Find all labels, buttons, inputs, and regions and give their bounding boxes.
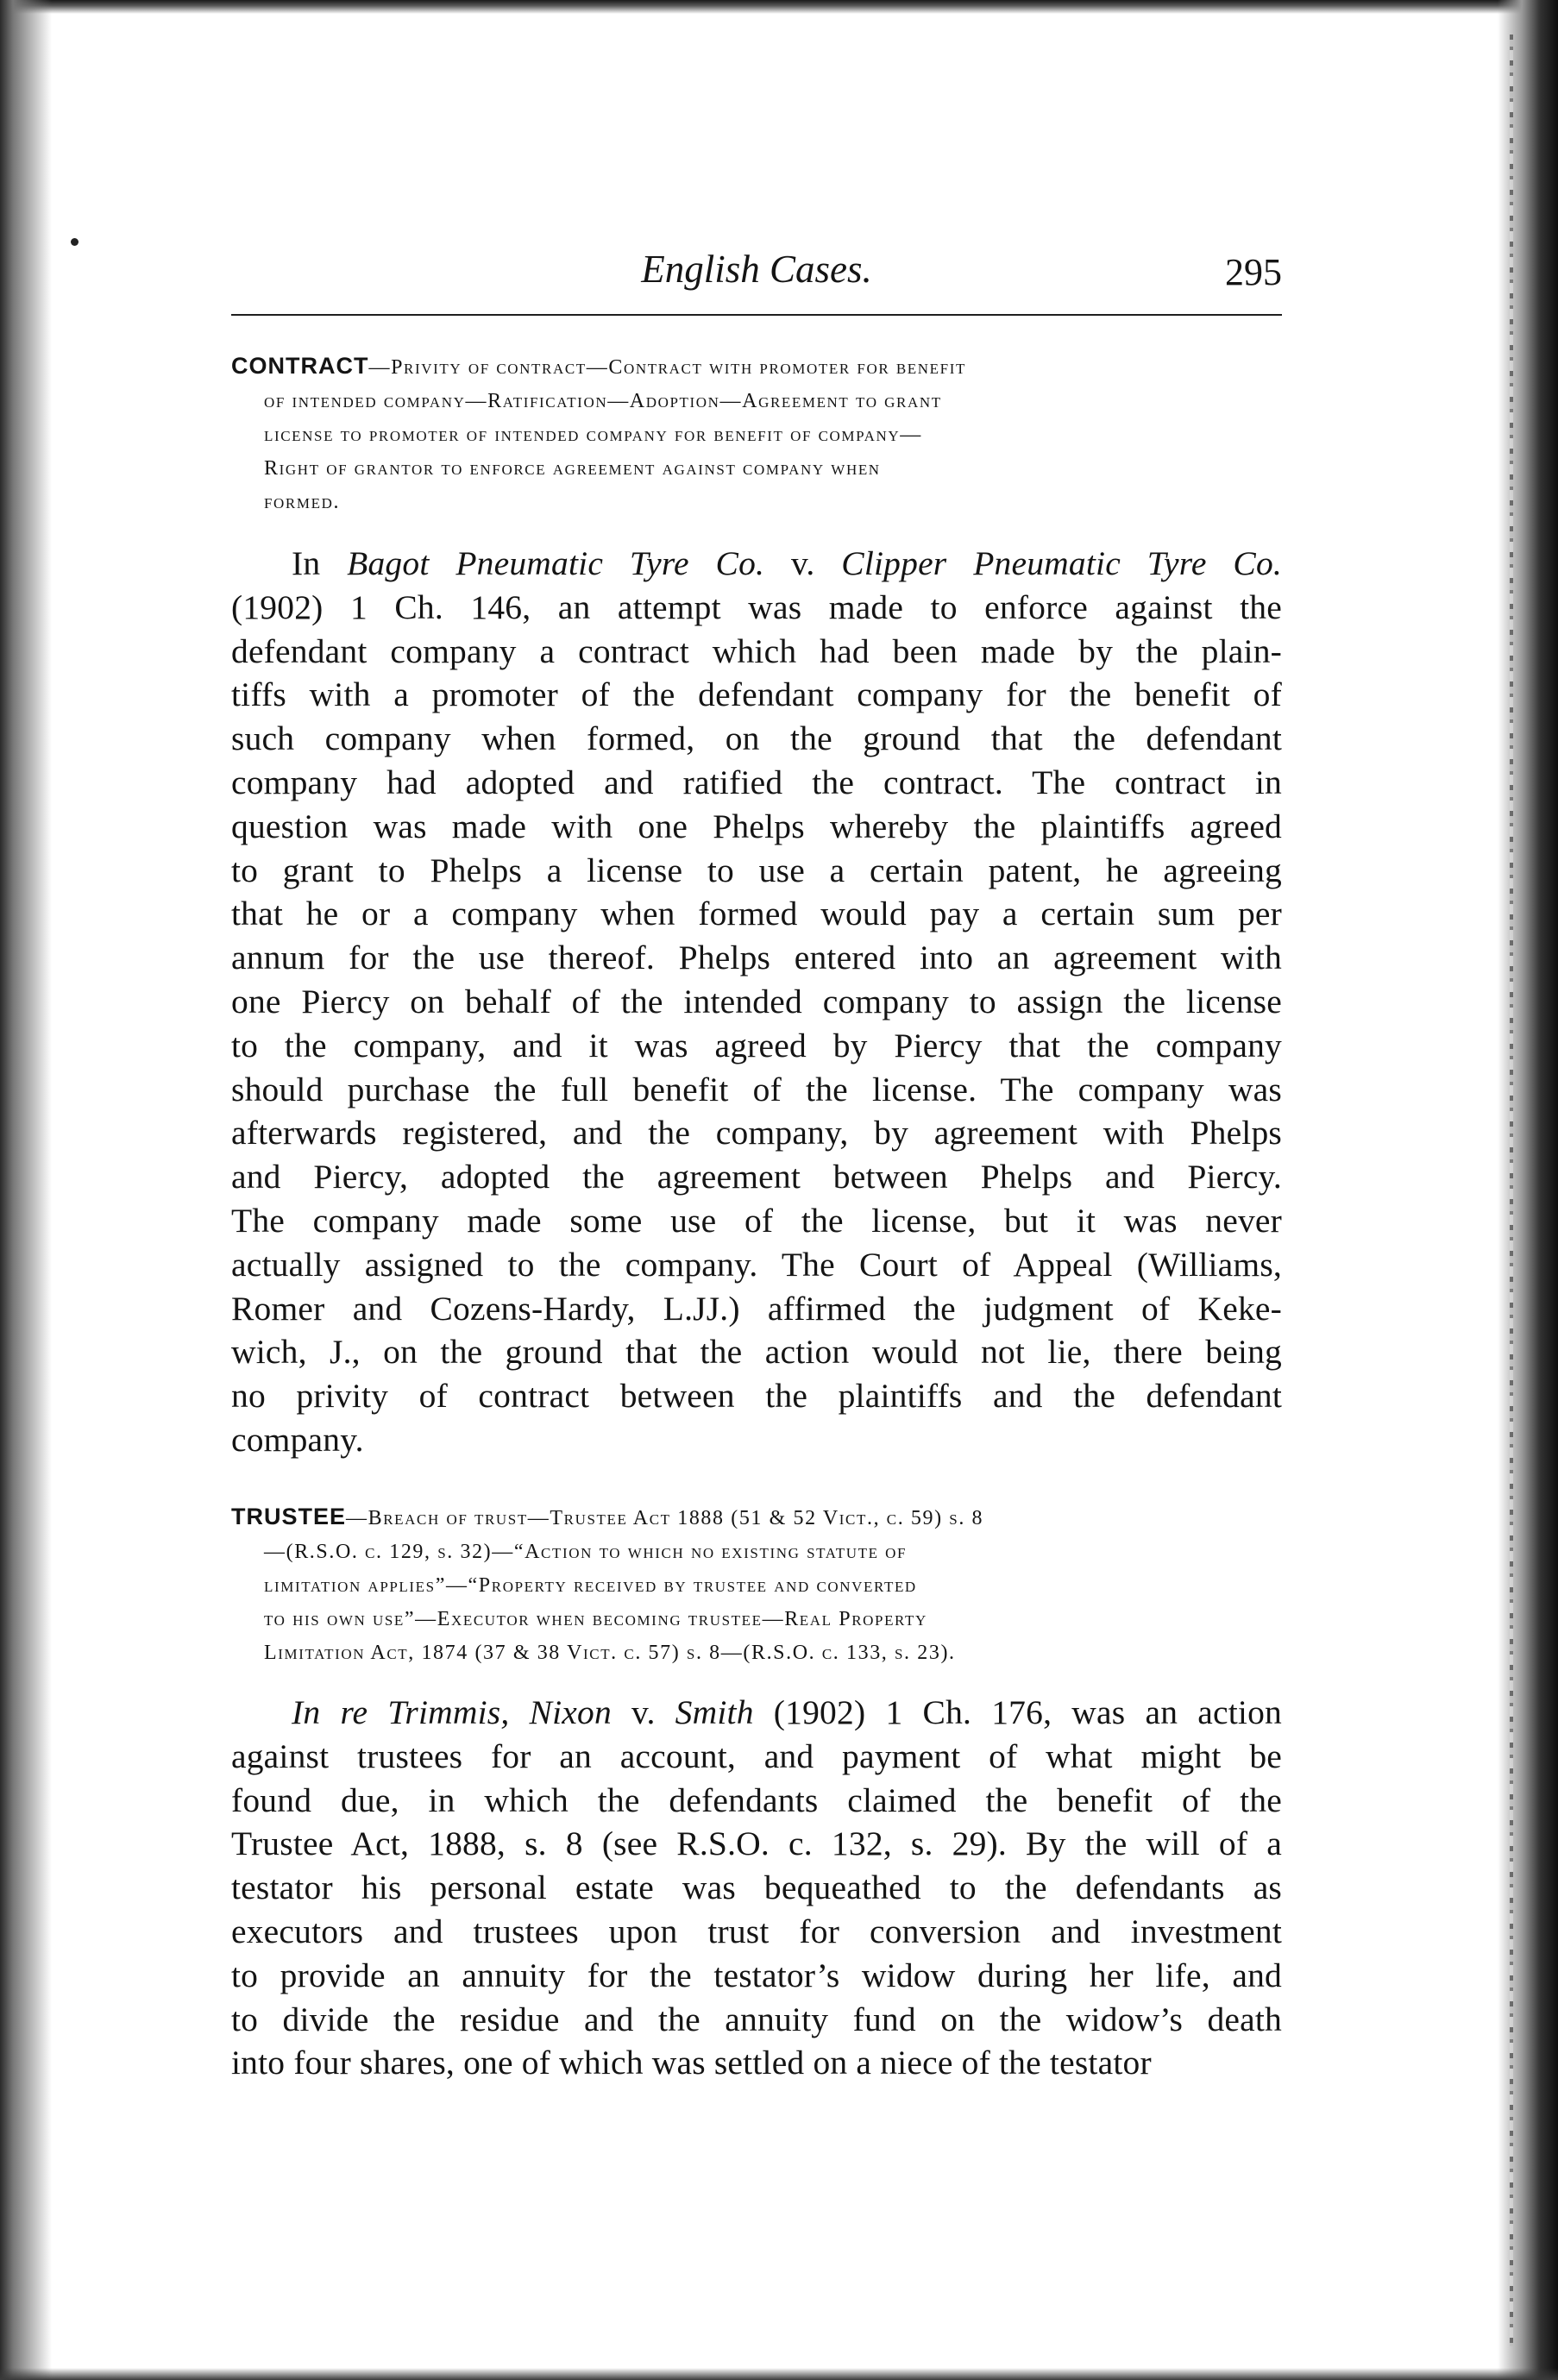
- margin-speck: [71, 238, 79, 246]
- case-opponent: Clipper Pneumatic Tyre Co.: [841, 544, 1282, 582]
- scan-edge-top: [0, 0, 1558, 14]
- page-number: 295: [1225, 251, 1282, 293]
- paragraph-line: to the company, and it was agreed by Piercy that the company: [231, 1026, 1282, 1064]
- first-line-rest: (1902) 1 Ch. 176, was an action: [753, 1693, 1282, 1731]
- paragraph-line: wich, J., on the ground that the action would not lie, there being: [231, 1333, 1282, 1372]
- paragraph-line: testator his personal estate was bequeathed to the defendants as: [231, 1868, 1282, 1907]
- trustee-paragraph: [231, 1691, 1282, 2085]
- headnote-line: —(R.S.O. c. 129, s. 32)—“Action to which no existing statute of: [264, 1541, 908, 1563]
- paragraph-line: company.: [231, 1420, 364, 1459]
- paragraph-line: against trustees for an account, and payment of what might be: [231, 1736, 1282, 1775]
- headnote-line: —Breach of trust—Trustee Act 1888 (51 & 52 Vict., c. 59) s. 8: [346, 1507, 984, 1529]
- header-rule: [231, 314, 1282, 316]
- paragraph-line: [231, 1691, 1282, 1735]
- paragraph-line: to grant to Phelps a license to use a certain patent, he agreeing: [231, 851, 1282, 889]
- paragraph-line: question was made with one Phelps whereby the plaintiffs agreed: [231, 807, 1282, 845]
- paragraph-line: into four shares, one of which was settled on a niece of the testator: [231, 2044, 1152, 2082]
- in-word: In: [292, 544, 321, 582]
- headnote-line: limitation applies”—“Property received by trustee and converted: [264, 1574, 917, 1597]
- paragraph-line: to provide an annuity for the testator’s widow during her life, and: [231, 1956, 1282, 1994]
- paragraph-line: executors and trustees upon trust for conversion and investment: [231, 1912, 1282, 1950]
- paragraph-line: [231, 542, 1282, 586]
- paragraph-line: afterwards registered, and the company, by agreement with Phelps: [231, 1114, 1282, 1152]
- running-title: English Cases.: [641, 248, 872, 291]
- paragraph-line: Romer and Cozens-Hardy, L.JJ.) affirmed the judgment of Keke-: [231, 1289, 1282, 1328]
- paragraph-line: tiffs with a promoter of the defendant company for the benefit of: [231, 675, 1282, 714]
- contract-headnote: [231, 349, 1282, 519]
- headnote-line: formed.: [264, 491, 341, 513]
- headnote-line: to his own use”—Executor when becoming trustee—Real Property: [264, 1608, 927, 1630]
- scan-edge-right: [1498, 0, 1558, 2380]
- headnote-line: Limitation Act, 1874 (37 & 38 Vict. c. 57) s. 8—(R.S.O. c. 133, s. 23).: [264, 1642, 956, 1664]
- page-header: [231, 243, 1282, 312]
- paragraph-line: no privity of contract between the plaintiffs and the defendant: [231, 1377, 1282, 1416]
- paragraph-line: such company when formed, on the ground that the defendant: [231, 719, 1282, 758]
- paragraph-line: to divide the residue and the annuity fund on the widow’s death: [231, 2000, 1282, 2038]
- contract-paragraph: [231, 542, 1282, 1462]
- paragraph-line: should purchase the full benefit of the license. The company was: [231, 1070, 1282, 1108]
- case-opponent: Smith: [675, 1693, 754, 1731]
- paragraph-line: actually assigned to the company. The Court of Appeal (Williams,: [231, 1245, 1282, 1284]
- paragraph-line: annum for the use thereof. Phelps entered into an agreement with: [231, 939, 1282, 977]
- case-v: v.: [764, 544, 842, 582]
- trustee-heading-lead: TRUSTEE: [231, 1504, 347, 1529]
- case-v: v.: [611, 1693, 675, 1731]
- headnote-line: of intended company—Ratification—Adoption—Agreement to grant: [264, 390, 942, 412]
- headnote-line: license to promoter of intended company for benefit of company—: [264, 424, 922, 446]
- paragraph-line: that he or a company when formed would pay a certain sum per: [231, 895, 1282, 933]
- paragraph-line: The company made some use of the license, but it was never: [231, 1201, 1282, 1240]
- scan-edge-left: [0, 0, 52, 2380]
- contract-heading-lead: CONTRACT: [231, 353, 369, 379]
- paragraph-line: found due, in which the defendants claimed the benefit of the: [231, 1780, 1282, 1819]
- headnote-line: —Privity of contract—Contract with promoter for benefit: [368, 356, 966, 379]
- paragraph-line: defendant company a contract which had been made by the plain-: [231, 631, 1282, 670]
- trustee-headnote: [231, 1500, 1282, 1670]
- case-intro: In re Trimmis, Nixon: [292, 1693, 612, 1731]
- case-name: Bagot Pneumatic Tyre Co.: [347, 544, 765, 582]
- scan-edge-bottom: [0, 2368, 1558, 2380]
- scan-binding-strip: [1510, 35, 1513, 2346]
- paragraph-line: one Piercy on behalf of the intended company to assign the license: [231, 982, 1282, 1020]
- paragraph-line: (1902) 1 Ch. 146, an attempt was made to enforce against the: [231, 587, 1282, 626]
- headnote-line: Right of grantor to enforce agreement against company when: [264, 457, 881, 480]
- paragraph-line: company had adopted and ratified the contract. The contract in: [231, 763, 1282, 801]
- paragraph-line: and Piercy, adopted the agreement between Phelps and Piercy.: [231, 1158, 1282, 1196]
- paragraph-line: Trustee Act, 1888, s. 8 (see R.S.O. c. 132, s. 29). By the will of a: [231, 1824, 1282, 1863]
